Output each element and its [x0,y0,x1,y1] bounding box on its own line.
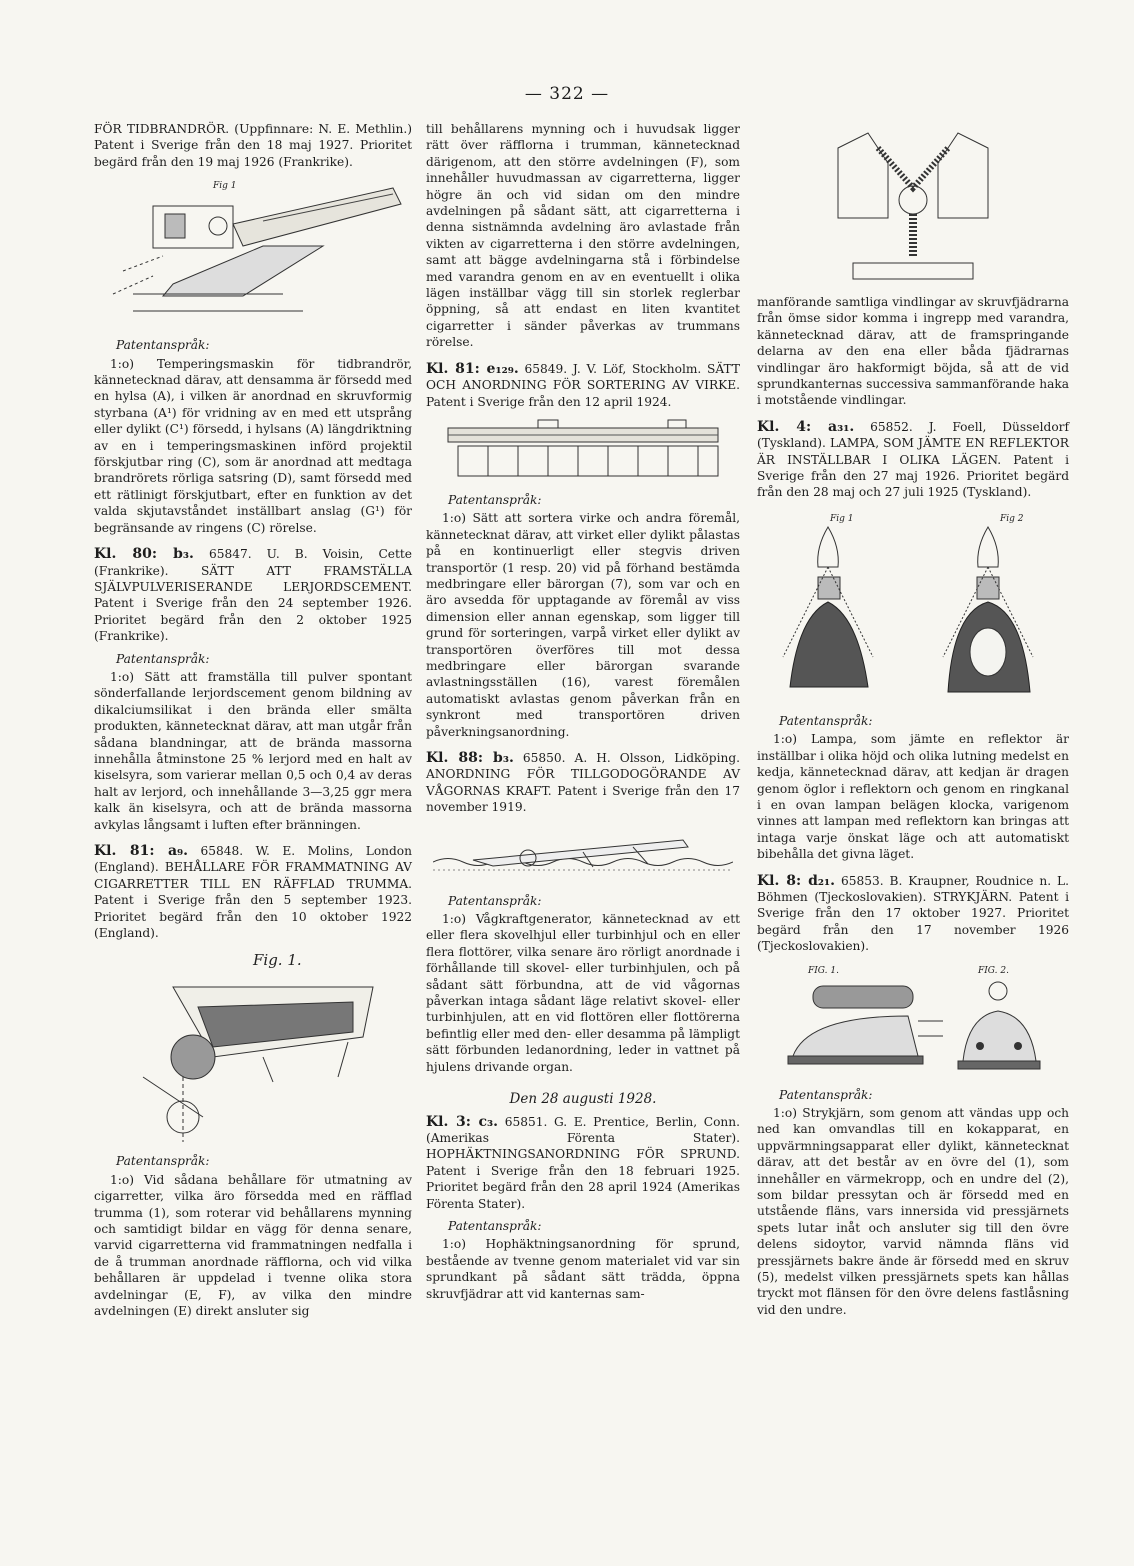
figure-sorting-conveyor [438,416,728,486]
claim-text: 1:o) Sätt att sortera virke och andra föremål, kännetecknat därav, att virket eller dylikt pålastas på en kontinuerligt eller stegvis driven transportör (1 resp. 20) vid på förhand bestämda medbringare eller bärorgan (7), som var och en äro avsedda för upptagande av föremål av viss dimension eller annan egenskap, som ligger till grund för sorteringen, varpå virket eller dylikt av transportören överföres till mot dessa medbringare eller bärorgan svarande avlastningsställen (16), varest föremålen automatiskt avlastas genom påverkan från en synkront med transportören driven påverkningsanordning. [426,511,740,739]
svg-text:Fig 1: Fig 1 [830,513,854,524]
claim-heading: Patentanspråk: [448,492,542,507]
svg-text:FIG. 1.: FIG. 1. [808,965,839,976]
section-date: Den 28 augusti 1928. [509,1091,657,1108]
continued-text: manförande samtliga vindlingar av skruvfjädrarna från ömse sidor komma i ingrepp med varandra, kännetecknad därav, att de framspringande delarna av den ena eller båda fjädrarnas vindlingar äro hakformigt böjda, så att de vid sprundkanternas successiva sammanförande haka i motstående vindlingar. [757,295,1069,408]
figure-label: Fig. 1. [253,951,302,970]
figure-label: Fig 1 [213,181,237,192]
entry-80-b3: Kl. 80: b₃. 65847. U. B. Voisin, Cette (Frankrike). SÄTT ATT FRAMSTÄLLA SJÄLVPULVERISERANDE LERJORDSCEMENT. Patent i Sverige från den 24 september 1926. Prioritet begärd från den 2 oktober 1925 (Frankrike). [94,546,412,644]
claim-heading: Patentanspråk: [116,338,210,353]
figure-lamp [768,507,1058,707]
entry-81-e129: Kl. 81: e₁₂₉. 65849. J. V. Löf, Stockholm. SÄTT OCH ANORDNING FÖR SORTERING AV VIRKE. Patent i Sverige från den 12 april 1924. [426,360,741,409]
column-1 [94,121,412,1320]
claim-heading: Patentanspråk: [448,893,542,908]
figure-fuze-machine [103,176,403,331]
claim-heading: Patentanspråk: [116,651,210,666]
claim-text: 1:o) Vid sådana behållare för utmatning av cigarretter, vilka äro försedda med en räfflad trumma (1), som roterar vid behållarens mynning och samtidigt bildar en vägg för denna senare, varvid cigarretterna vid frammatningen nedfalla i de å trumman anordnade räfflorna, och vid vilka behållaren är uppdelad i tvenne olika stora avdelningar (E, F), av vilka den mindre avdelningen (E) direkt ansluter sig [94,1172,412,1319]
entry-88-b3: Kl. 88: b₃. 65850. A. H. Olsson, Lidköping. ANORDNING FÖR TILLGODOGÖRANDE AV VÅGORNAS KRAFT. Patent i Sverige från den 17 november 1919. [426,750,740,815]
claim-text: 1:o) Sätt att framställa till pulver spontant sönderfallande lerjordscement genom bildning av dikalciumsilikat i den brända eller smälta produkten, kännetecknat därav, att man utgår från sådana blandningar, att de brända massorna innehålla åtminstone 25 % lerjord med en halt av kiselsyra, som varierar mellan 0,5 och 0,4 av deras halt av lerjord, och innehållande 3—3,25 ggr mera kalk än kiselsyra, och att de brända massorna avkylas långsamt i luften efter bränningen. [94,669,412,832]
claim-text: 1:o) Lampa, som jämte en reflektor är inställbar i olika höjd och olika lutning medelst en kedja, kännetecknad därav, att kedjan är dragen genom öglor i reflektorn och genom en ringkanal i en ovan lampan belägen klocka, varigenom vinnes att lampan med reflektorn kan bringas att intaga varje önskat läge och att automatiskt bibehålla det givna läget. [757,732,1069,862]
figure-flat-iron [768,961,1058,1081]
continued-text: till behållarens mynning och i huvudsak ligger rätt över räfflorna i trumman, kännetecknad därigenom, att den större avdelningen (F), som innehåller huvudmassan av cigarretterna, ligger högre än och vid sidan om den mindre avdelningen på sådant sätt, att cigarretterna i denna sistnämnda avdelning äro avlastade från vikten av cigarretterna i den större avdelningen, samt att bägge avdelningarna stå i förbindelse med varandra genom en av en eventuellt i olika lägen inställbar vägg till sin storlek reglerbar öppning, så att endast en liten kvantitet cigarretter i sänder påverkas av trummans rörelse. [426,122,740,350]
entry-81-a9: Kl. 81: a₉. 65848. W. E. Molins, London (England). BEHÅLLARE FÖR FRAMMATNING AV CIGARRETTER TILL EN RÄFFLAD TRUMMA. Patent i Sverige från den 5 september 1923. Prioritet begärd från den 10 oktober 1922 (England). [94,843,412,941]
claim-text: 1:o) Temperingsmaskin för tidbrandrör, kännetecknad därav, att densamma är försedd med en hylsa (A), i vilken är anordnad en skruvformig styrbana (A¹) för vridning av en med ett utsprång eller dylikt (C¹) försedd, i hylsans (A) längdriktning av en i temperingsmaskinen införd projektil förskjutbar ring (C), som är anordnad att medtaga brandrörets rörliga satsring (D), samt försedd med ett rätlinigt förskjutbart, efter en funktion av det valda skjutavståndet inställbart anslag (G¹) för begränsande av ringens (C) rörelse. [94,356,412,535]
column-2 [426,121,740,1302]
entry-4-a31: Kl. 4: a₃₁. 65852. J. Foell, Düsseldorf (Tyskland). LAMPA, SOM JÄMTE EN REFLEKTOR ÄR INSTÄLLBAR I OLIKA LÄGEN. Patent i Sverige från den 27 maj 1926. Prioritet begärd från den 28 maj och 27 juli 1925 (Tyskland). [757,418,1069,500]
entry-text: FÖR TIDBRANDRÖR. (Uppfinnare: N. E. Methlin.) Patent i Sverige från den 18 maj 1927. Prioritet begärd från den 19 maj 1926 (Frankrike). [94,122,412,169]
claim-text: 1:o) Strykjärn, som genom att vändas upp och ned kan omvandlas till en kokapparat, en uppvärmningsapparat eller dylikt, kännetecknat därav, att det består av en övre del (1), som innehåller en värmekropp, och en undre del (2), som bildar pressytan och är försedd med en utstående fläns, vars innersida vid pressjärnets spets lutar inåt och ansluter sig till den övre delens sidoytor, varvid nämnda fläns vid pressjärnets bakre ände är försedd med en skruv (5), medelst vilken pressjärnets spets kan hållas tryckt mot flänsen för den övre delens fastlåsning vid den undre. [757,1105,1069,1317]
entry-8-d21: Kl. 8: d₂₁. 65853. B. Kraupner, Roudnice n. L. Böhmen (Tjeckoslovakien). STRYKJÄRN. Patent i Sverige från den 17 oktober 1927. Prioritet begärd från den 17 november 1926 (Tjeckoslovakien). [757,872,1069,954]
figure-cigarette-hopper [103,947,403,1147]
svg-text:Fig 2: Fig 2 [1000,513,1024,524]
page-number: — 322 — [524,84,610,104]
claim-text: 1:o) Vågkraftgenerator, kännetecknad av ett eller flera skovelhjul eller turbinhjul och en eller flera flottörer, vilka senare äro rörligt anordnade i förhållande till skovel- eller turbinhjulen, och på sådant sätt förbundna, att de vid vågornas påverkan intaga sådant läge relativt skovel- eller turbinhjulen, att en vid flottören eller flottörerna befintlig eller med den- eller desamma på lämpligt sätt förbunden ledanordning, leder in vattnet på hjulens drivande organ. [426,912,740,1074]
claim-heading: Patentanspråk: [448,1218,542,1233]
claim-heading: Patentanspråk: [116,1154,210,1169]
entry-3-c3: Kl. 3: c₃. 65851. G. E. Prentice, Berlin, Conn. (Amerikas Förenta Stater). HOPHÄKTNINGSANORDNING FÖR SPRUND. Patent i Sverige från den 18 februari 1925. Prioritet begärd från den 28 april 1924 (Amerikas Förenta Stater). [426,1113,740,1211]
claim-heading: Patentanspråk: [779,713,873,728]
column-3 [757,112,1069,1318]
claim-heading: Patentanspråk: [779,1087,873,1102]
claim-text: 1:o) Hophäktningsanordning för sprund, bestående av tvenne genom materialet vid var sin sprundkant på sådant sätt trädda, öppna skruvfjädrar att vid kanternas sam- [426,1237,740,1301]
figure-spring-fastener [828,118,998,288]
figure-wave-power [433,822,733,887]
svg-text:FIG. 2.: FIG. 2. [978,965,1009,976]
